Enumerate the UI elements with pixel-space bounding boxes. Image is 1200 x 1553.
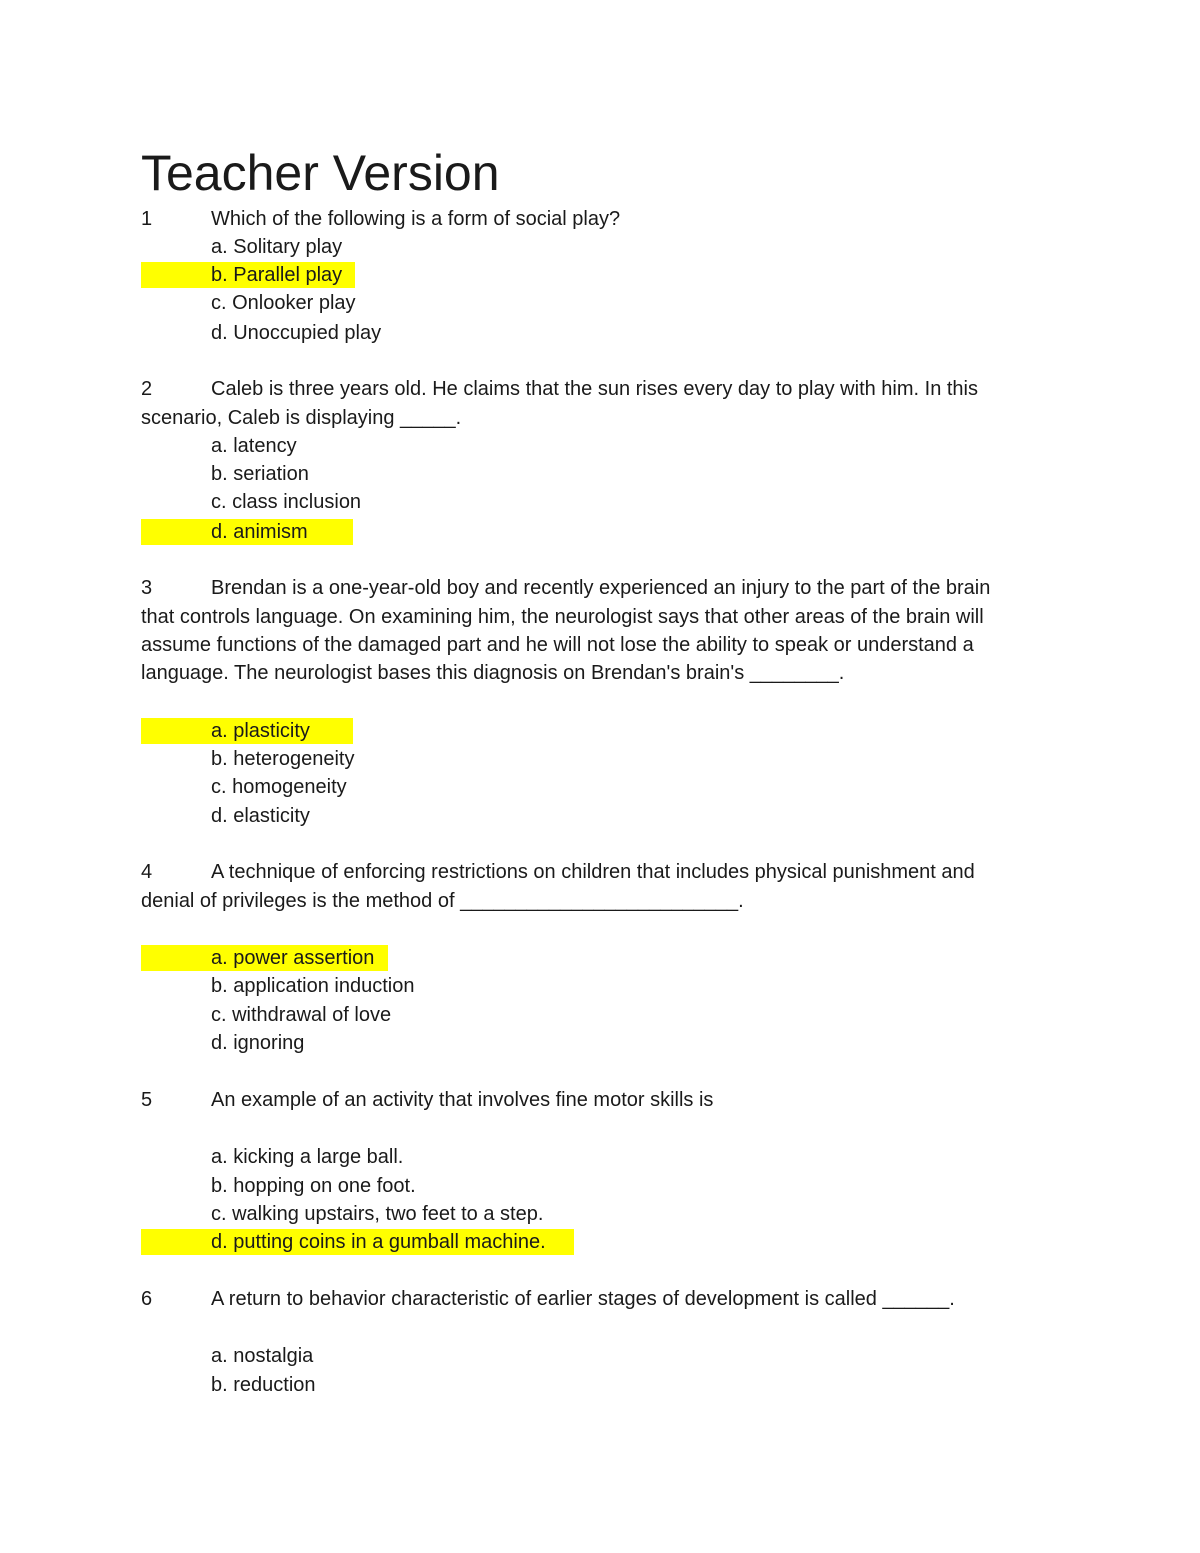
question-text-line: denial of privileges is the method of _________________________.: [141, 890, 744, 912]
option-a: a. kicking a large ball.: [211, 1146, 404, 1168]
option-b: b. hopping on one foot.: [211, 1175, 416, 1197]
question-number: 6: [141, 1288, 153, 1310]
option-b: b. application induction: [211, 975, 415, 997]
option-a: a. nostalgia: [211, 1345, 314, 1367]
question-number: 5: [141, 1089, 153, 1111]
question-text-line: A technique of enforcing restrictions on children that includes physical punishment and: [211, 861, 975, 883]
option-a: a. power assertion: [211, 947, 375, 969]
question-number: 1: [141, 208, 153, 230]
question-number: 4: [141, 861, 153, 883]
question-text-line: Which of the following is a form of social play?: [211, 208, 621, 230]
option-c: c. walking upstairs, two feet to a step.: [211, 1203, 544, 1225]
option-c: c. Onlooker play: [211, 292, 356, 314]
option-b: b. reduction: [211, 1374, 316, 1396]
option-c: c. withdrawal of love: [211, 1004, 392, 1026]
option-d: d. ignoring: [211, 1032, 305, 1054]
option-d: d. putting coins in a gumball machine.: [211, 1231, 546, 1253]
option-b: b. Parallel play: [211, 264, 343, 286]
option-d: d. animism: [211, 521, 308, 543]
option-d: d. elasticity: [211, 805, 310, 827]
question-text-line: assume functions of the damaged part and he will not lose the ability to speak or understand a: [141, 634, 974, 656]
question-number: 2: [141, 378, 153, 400]
question-text-line: that controls language. On examining him, the neurologist says that other areas of the brain will: [141, 606, 984, 628]
option-a: a. latency: [211, 435, 297, 457]
question-text-line: Brendan is a one-year-old boy and recently experienced an injury to the part of the brain: [211, 577, 991, 599]
option-c: c. class inclusion: [211, 491, 362, 513]
option-b: b. seriation: [211, 463, 309, 485]
option-c: c. homogeneity: [211, 776, 347, 798]
option-b: b. heterogeneity: [211, 748, 355, 770]
question-text-line: language. The neurologist bases this diagnosis on Brendan's brain's ________.: [141, 662, 845, 684]
question-text-line: Caleb is three years old. He claims that the sun rises every day to play with him. In this: [211, 378, 979, 400]
option-a: a. plasticity: [211, 720, 310, 742]
question-number: 3: [141, 577, 153, 599]
page-title: Teacher Version: [141, 145, 500, 201]
question-text-line: scenario, Caleb is displaying _____.: [141, 407, 462, 429]
question-text-line: An example of an activity that involves fine motor skills is: [211, 1089, 714, 1111]
option-a: a. Solitary play: [211, 236, 343, 258]
option-d: d. Unoccupied play: [211, 322, 382, 344]
question-text-line: A return to behavior characteristic of earlier stages of development is called ______.: [211, 1288, 955, 1310]
